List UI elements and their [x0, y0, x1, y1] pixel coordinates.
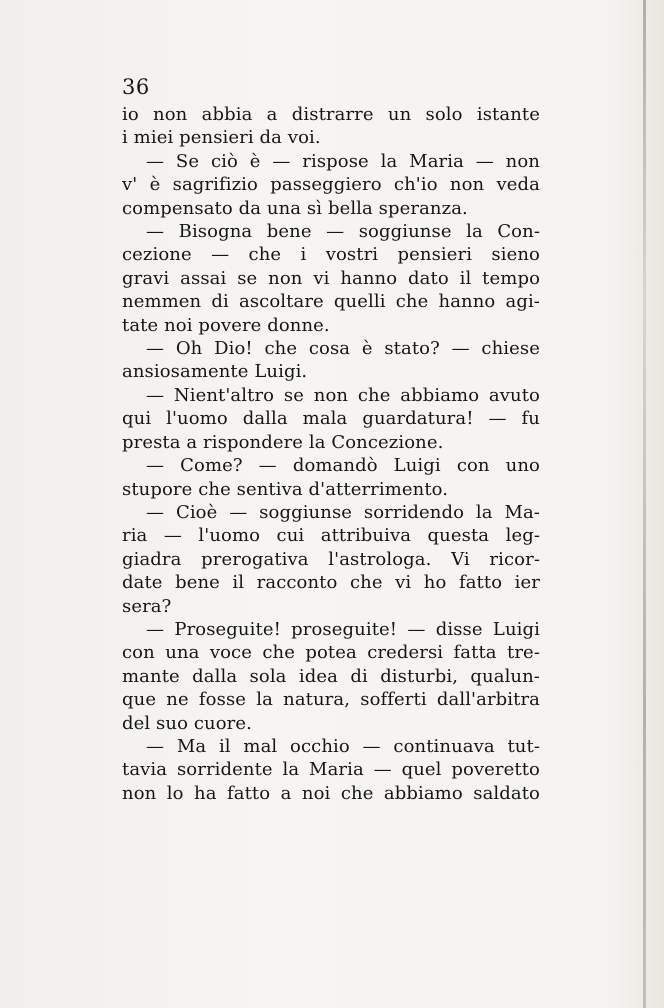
text-line: que ne fosse la natura, sofferti dall'arbitra [122, 689, 540, 711]
text-line: qui l'uomo dalla mala guardatura! — fu [122, 408, 540, 430]
text-line: — Bisogna bene — soggiunse la Con- [146, 221, 540, 243]
text-line: io non abbia a distrarre un solo istante [122, 104, 540, 125]
text-line: cezione — che i vostri pensieri sieno [122, 244, 540, 266]
page-number: 36 [122, 75, 150, 99]
text-line: ansiosamente Luigi. [122, 361, 308, 383]
text-line: date bene il racconto che vi ho fatto ier [122, 572, 540, 594]
text-line: i miei pensieri da voi. [122, 127, 321, 149]
text-line: con una voce che potea credersi fatta tre- [122, 642, 540, 664]
text-line: tavia sorridente la Maria — quel poveretto [122, 759, 540, 781]
text-line: presta a rispondere la Concezione. [122, 431, 444, 453]
text-line: del suo cuore. [122, 712, 252, 734]
text-line: ria — l'uomo cui attribuiva questa leg- [122, 525, 540, 547]
text-line: — Se ciò è — rispose la Maria — non [146, 150, 540, 172]
text-line: — Cioè — soggiunse sorridendo la Ma- [146, 501, 540, 523]
text-line: v' è sagrifizio passeggiero ch'io non veda [122, 174, 540, 196]
text-line: giadra prerogativa l'astrologa. Vi ricor- [122, 548, 540, 570]
text-line: stupore che sentiva d'atterrimento. [122, 478, 449, 500]
text-line: compensato da una sì bella speranza. [122, 197, 468, 219]
text-line: gravi assai se non vi hanno dato il tempo [122, 267, 540, 289]
text-line: — Oh Dio! che cosa è stato? — chiese [146, 338, 540, 360]
text-line: tate noi povere donne. [122, 314, 330, 336]
text-line: — Come? — domandò Luigi con uno [146, 455, 540, 477]
text-line: nemmen di ascoltare quelli che hanno agi- [122, 291, 540, 313]
text-line: mante dalla sola idea di disturbi, qualun- [122, 665, 540, 687]
text-line: — Ma il mal occhio — continuava tut- [146, 735, 540, 757]
page-edge-shadow [643, 0, 646, 1008]
text-line: sera? [122, 595, 172, 617]
text-line: — Proseguite! proseguite! — disse Luigi [146, 618, 540, 640]
text-line: non lo ha fatto a noi che abbiamo saldato [122, 782, 540, 804]
text-line: — Nient'altro se non che abbiamo avuto [146, 384, 540, 406]
text-lines [122, 103, 542, 805]
text-block [122, 74, 542, 805]
